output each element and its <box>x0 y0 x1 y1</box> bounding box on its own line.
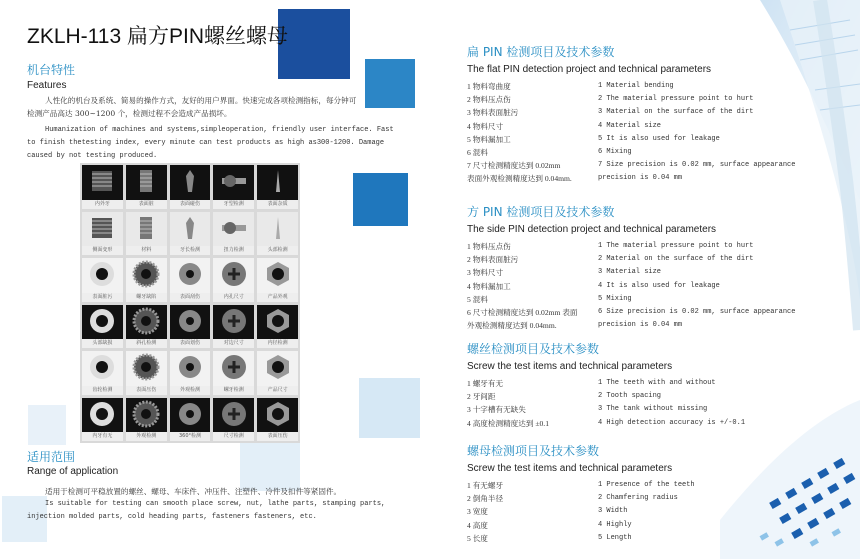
product-sample-caption: 表面刮伤 <box>170 293 211 302</box>
features-en-line-1: Humanization of machines and systems,simpleoperation, friendly user interface. Fast <box>45 126 394 134</box>
product-sample-image <box>132 168 160 198</box>
product-sample-caption: 内外牙 <box>82 200 123 209</box>
spec-item-cn: 1 物料压点伤 <box>467 242 511 251</box>
product-sample-image <box>220 168 248 198</box>
product-sample-image <box>176 215 204 245</box>
product-sample-caption: 外观检测 <box>170 386 211 395</box>
spec-item-en: 4 It is also used for leakage <box>598 281 720 290</box>
product-sample-image <box>219 352 249 386</box>
spec-item-en: 1 The teeth with and without <box>598 379 716 387</box>
product-sample-caption: 螺牙检测 <box>213 386 254 395</box>
product-sample-image <box>87 399 117 433</box>
spec-item-en: 2 Chamfering radius <box>598 494 678 503</box>
product-sample-cell <box>213 212 254 256</box>
product-sample-cell <box>170 258 211 302</box>
features-en-line-2: to finish thetesting index, every minute can test products as high as300-1200. Damage <box>27 139 385 147</box>
features-heading-cn: 机台特性 <box>27 63 76 77</box>
range-body <box>27 485 386 524</box>
product-sample-caption: 产品外观 <box>257 293 298 302</box>
spec-item-en: 3 Material size <box>598 268 662 277</box>
spec-item-cn: 4 物料尺寸 <box>467 121 504 131</box>
product-sample-cell <box>126 258 167 302</box>
product-sample-cell <box>257 351 298 395</box>
product-sample-cell <box>257 258 298 302</box>
spec-items-en <box>598 80 795 186</box>
product-sample-image <box>88 168 116 198</box>
spec-section-title-en: The side PIN detection project and technical parameters <box>467 224 717 235</box>
product-sample-caption: 表面杂质 <box>257 200 298 209</box>
product-sample-cell <box>257 398 298 442</box>
product-sample-caption: 侧面变形 <box>82 246 123 255</box>
product-sample-caption: 螺牙缺陷 <box>126 293 167 302</box>
spec-section-title-cn: 螺丝检测项目及技术参数 <box>467 342 600 356</box>
spec-section <box>467 340 745 430</box>
product-sample-caption: 尺寸检测 <box>213 432 254 441</box>
spec-item-en: 5 Length <box>598 533 632 542</box>
spec-item-cn: 1 螺牙有无 <box>467 379 504 388</box>
range-heading-cn: 适用范围 <box>27 450 76 464</box>
product-sample-cell <box>82 258 123 302</box>
product-sample-caption: 材料 <box>126 246 167 255</box>
product-sample-image <box>131 259 161 293</box>
deco-square-light-4 <box>28 405 66 445</box>
product-sample-image <box>263 306 293 340</box>
spec-item-cn: 5 物料漏加工 <box>467 134 511 144</box>
range-en-line-1: Is suitable for testing can smooth place screw, nut, lathe parts, stamping parts, <box>45 500 386 508</box>
spec-items-en <box>598 240 795 332</box>
spec-item-en: precision is 0.04 mm <box>598 321 683 330</box>
product-sample-image <box>87 259 117 293</box>
spec-section-title-cn: 扁 PIN 检测项目及技术参数 <box>467 45 615 59</box>
spec-item-cn: 6 尺寸检测精度达到 0.02mm 表面 <box>467 307 578 317</box>
spec-item-cn: 2 物料压点伤 <box>467 95 511 105</box>
product-sample-caption: 表面脏污 <box>82 293 123 302</box>
spec-item-en: 3 The tank without missing <box>598 405 708 414</box>
product-sample-cell <box>82 212 123 256</box>
spec-items-cn <box>467 377 598 430</box>
range-heading-en: Range of application <box>27 466 119 477</box>
spec-items-cn <box>467 479 598 545</box>
spec-item-en: 4 High detection accuracy is +/-0.1 <box>598 418 746 427</box>
product-sample-caption: 产品尺寸 <box>257 386 298 395</box>
deco-square-dark <box>278 9 350 79</box>
product-sample-image <box>88 215 116 245</box>
features-en-line-3: caused by not testing produced. <box>27 152 158 160</box>
product-sample-cell <box>82 398 123 442</box>
spec-item-cn: 3 物料尺寸 <box>467 268 504 278</box>
spec-item-en: 2 Material on the surface of the dirt <box>598 255 754 264</box>
spec-items-en <box>598 479 695 545</box>
spec-items-en <box>598 377 745 430</box>
product-sample-cell <box>126 212 167 256</box>
spec-item-cn: 7 尺寸检测精度达到 0.02mm <box>467 161 561 171</box>
product-sample-image <box>219 259 249 293</box>
spec-item-cn: 2 倒角半径 <box>467 494 504 504</box>
spec-item-cn: 3 宽度 <box>467 507 488 517</box>
spec-item-cn: 4 物料漏加工 <box>467 281 511 291</box>
product-sample-image <box>175 306 205 340</box>
spec-item-cn: 6 混料 <box>467 147 488 157</box>
spec-item-cn: 外观检测精度达到 0.04mm. <box>467 321 557 331</box>
spec-item-en: 4 Material size <box>598 121 662 130</box>
range-en-line-2: injection molded parts, cold heading parts, fasteners fasteners, etc. <box>27 513 317 521</box>
product-sample-cell <box>170 398 211 442</box>
spec-item-cn: 3 物料表面脏污 <box>467 108 519 118</box>
deco-square-mid <box>353 173 408 226</box>
spec-item-en: 5 It is also used for leakage <box>598 134 720 143</box>
features-cn-line-2: 检测产品高达 300~1200 个，检测过程不会造成产品损坏。 <box>27 109 232 118</box>
product-sample-cell <box>82 351 123 395</box>
spec-section-title-cn: 螺母检测项目及技术参数 <box>467 444 600 458</box>
product-sample-cell <box>213 258 254 302</box>
spec-item-en: 2 The material pressure point to hurt <box>598 95 754 104</box>
features-body <box>27 94 394 163</box>
product-sample-cell <box>126 398 167 442</box>
spec-section <box>467 43 795 186</box>
product-sample-cell <box>170 212 211 256</box>
product-sample-caption: 内径检测 <box>257 339 298 348</box>
spec-item-en: 4 Highly <box>598 520 632 529</box>
product-sample-image <box>175 259 205 293</box>
product-sample-caption: 内孔尺寸 <box>213 293 254 302</box>
product-sample-image <box>131 352 161 386</box>
product-sample-image <box>264 168 292 198</box>
spec-item-cn: 1 有无螺牙 <box>467 481 504 490</box>
spec-item-cn: 5 混料 <box>467 294 488 304</box>
product-sample-cell <box>126 351 167 395</box>
product-sample-image <box>131 306 161 340</box>
product-sample-caption: 内牙有无 <box>82 432 123 441</box>
product-sample-image <box>131 399 161 433</box>
product-sample-cell <box>170 305 211 349</box>
page-title: ZKLH-113 扁方PIN螺丝螺母 <box>27 25 288 48</box>
spec-items-cn <box>467 80 598 186</box>
product-sample-cell <box>170 165 211 209</box>
product-sample-caption: 表面压伤 <box>126 386 167 395</box>
product-sample-cell <box>126 165 167 209</box>
spec-section-title-en: Screw the test items and technical parameters <box>467 361 673 372</box>
product-sample-cell <box>82 305 123 349</box>
product-sample-caption: 头部检测 <box>257 246 298 255</box>
product-sample-cell <box>82 165 123 209</box>
product-sample-image <box>220 215 248 245</box>
spec-item-en: 3 Material on the surface of the dirt <box>598 108 754 117</box>
spec-item-en: 1 Material bending <box>598 82 674 90</box>
product-sample-image <box>264 215 292 245</box>
spec-item-cn: 2 牙间距 <box>467 392 496 402</box>
spec-item-en: 3 Width <box>598 507 628 516</box>
spec-section <box>467 442 695 545</box>
product-sample-caption: 360°检测 <box>170 432 211 441</box>
product-sample-image <box>263 399 293 433</box>
spec-section-title-en: The flat PIN detection project and technical parameters <box>467 64 712 75</box>
spec-item-en: 5 Mixing <box>598 294 632 303</box>
product-sample-caption: 表面压伤 <box>257 432 298 441</box>
spec-item-cn: 2 物料表面脏污 <box>467 255 519 265</box>
product-sample-grid <box>80 163 300 443</box>
spec-section-title-cn: 方 PIN 检测项目及技术参数 <box>467 205 615 219</box>
spec-item-cn: 5 长度 <box>467 533 488 543</box>
spec-item-cn: 1 物料弯曲度 <box>467 82 511 91</box>
product-sample-caption: 头部缺损 <box>82 339 123 348</box>
product-sample-image <box>263 259 293 293</box>
product-sample-caption: 表面脏 <box>126 200 167 209</box>
spec-item-en: 6 Size precision is 0.02 mm, surface appearance <box>598 307 796 316</box>
product-sample-caption: 牙长检测 <box>170 246 211 255</box>
product-sample-image <box>132 215 160 245</box>
product-sample-caption: 齿轮检测 <box>82 386 123 395</box>
product-sample-image <box>87 306 117 340</box>
spec-item-en: 7 Size precision is 0.02 mm, surface appearance <box>598 161 796 170</box>
range-cn-line: 适用于检测可平稳放置的螺丝、螺母、车床件、冲压件、注塑件、冷件及扣件等紧固件。 <box>45 487 342 496</box>
product-sample-caption: 对边尺寸 <box>213 339 254 348</box>
deco-square-light-1 <box>359 378 420 438</box>
spec-section <box>467 203 795 332</box>
product-sample-cell <box>213 165 254 209</box>
spec-item-en: 2 Tooth spacing <box>598 392 662 401</box>
product-sample-cell <box>126 305 167 349</box>
product-sample-cell <box>213 305 254 349</box>
features-heading-en: Features <box>27 80 67 91</box>
spec-item-cn: 表面外观检测精度达到 0.04mm. <box>467 174 572 184</box>
product-sample-cell <box>257 305 298 349</box>
features-cn-line-1: 人性化的机台及系统、简易的操作方式，友好的用户界面。快速完成各项检测指标，每分钟可 <box>45 96 357 105</box>
product-sample-image <box>219 306 249 340</box>
spec-item-en: 6 Mixing <box>598 147 632 156</box>
product-sample-cell <box>257 165 298 209</box>
product-sample-image <box>175 399 205 433</box>
product-sample-image <box>219 399 249 433</box>
product-sample-image <box>175 352 205 386</box>
product-sample-image <box>263 352 293 386</box>
product-sample-caption: 牙型检测 <box>213 200 254 209</box>
spec-item-cn: 4 高度 <box>467 520 488 530</box>
spec-item-en: precision is 0.04 mm <box>598 174 683 183</box>
product-sample-cell <box>213 398 254 442</box>
spec-item-en: 1 Presence of the teeth <box>598 481 695 489</box>
product-sample-image <box>87 352 117 386</box>
spec-item-en: 1 The material pressure point to hurt <box>598 242 754 250</box>
product-sample-cell <box>170 351 211 395</box>
product-sample-caption: 外观检测 <box>126 432 167 441</box>
spec-items-cn <box>467 240 598 332</box>
product-sample-caption: 表面碰伤 <box>170 200 211 209</box>
spec-item-cn: 4 高度检测精度达到 ±0.1 <box>467 418 550 428</box>
product-sample-caption: 表面划伤 <box>170 339 211 348</box>
deco-square-mid-top <box>365 59 415 108</box>
spec-section-title-en: Screw the test items and technical parameters <box>467 463 673 474</box>
product-sample-caption: 扭力检测 <box>213 246 254 255</box>
product-sample-image <box>176 168 204 198</box>
product-sample-cell <box>257 212 298 256</box>
product-sample-caption: 斜孔检测 <box>126 339 167 348</box>
product-sample-cell <box>213 351 254 395</box>
spec-item-cn: 3 十字槽有无缺失 <box>467 405 526 415</box>
